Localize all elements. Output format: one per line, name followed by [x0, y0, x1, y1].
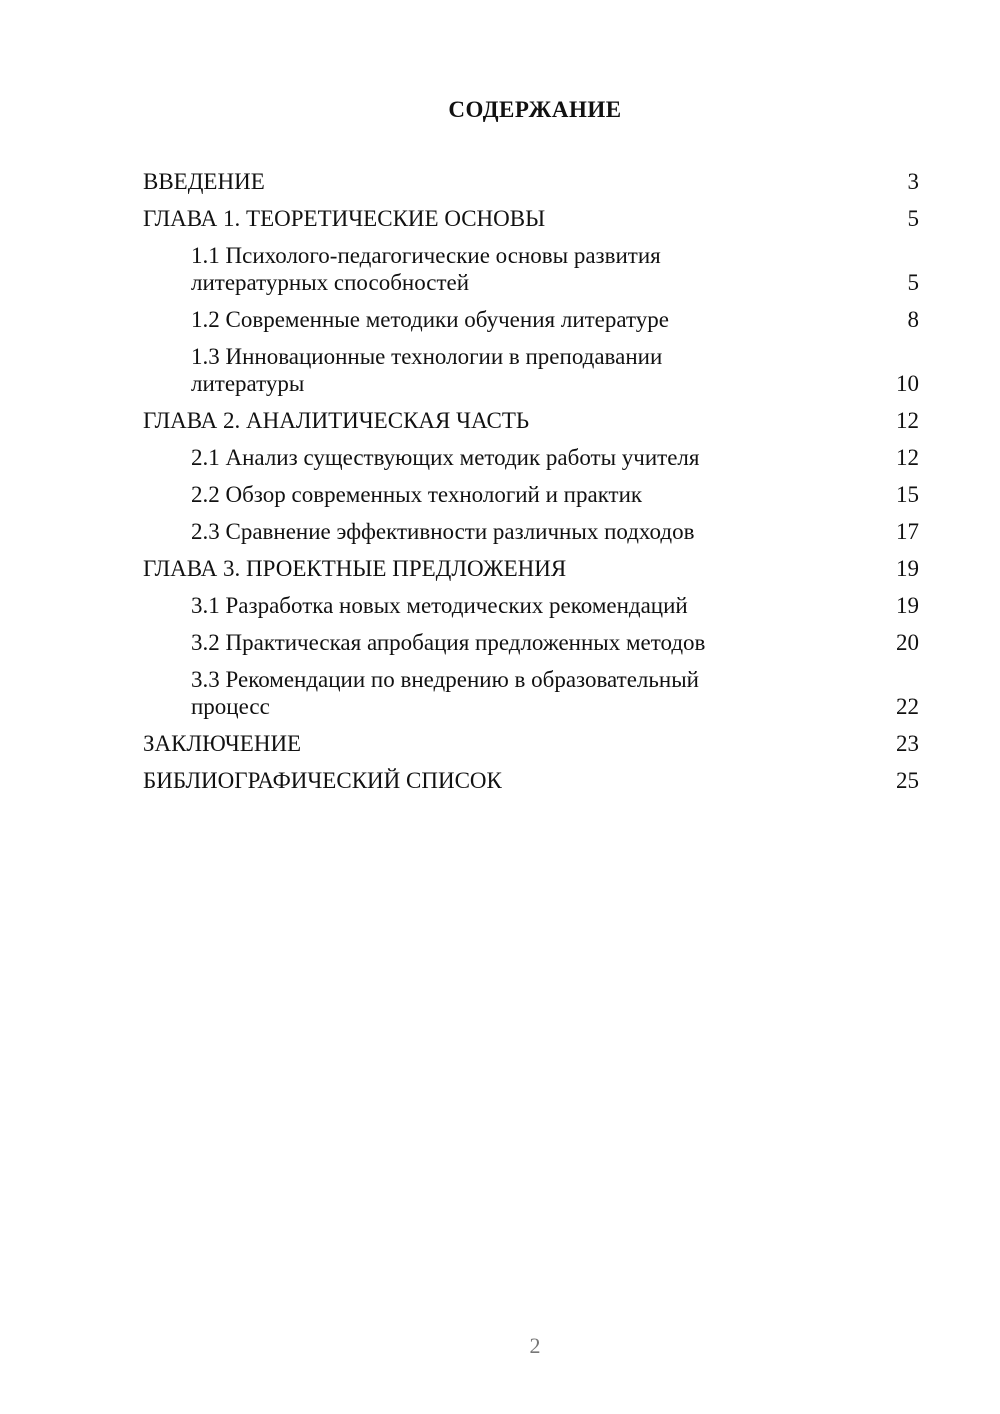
toc-entry-section-2-3[interactable] [143, 518, 919, 545]
toc-entry-page: 22 [896, 694, 919, 719]
toc-entry-title: 3.2 Практическая апробация предложенных методов [191, 630, 706, 655]
toc-entry-title: 1.3 Инновационные технологии в преподавании литературы [191, 344, 663, 396]
toc-entry-title: 1.2 Современные методики обучения литературе [191, 307, 669, 332]
toc-entry-chapter-3[interactable] [143, 555, 919, 582]
toc-entry-page: 19 [896, 556, 919, 581]
toc-entry-page: 19 [896, 593, 919, 618]
toc-entry-section-3-1[interactable] [143, 592, 919, 619]
toc-entry-title: ГЛАВА 2. АНАЛИТИЧЕСКАЯ ЧАСТЬ [143, 408, 530, 433]
toc-entry-section-1-3[interactable] [143, 343, 919, 397]
toc-entry-title: ЗАКЛЮЧЕНИЕ [143, 731, 302, 756]
toc-entry-bibliography[interactable] [143, 767, 919, 794]
toc-entry-page: 5 [907, 206, 919, 231]
toc-entry-page: 12 [896, 408, 919, 433]
toc-entry-page: 10 [896, 371, 919, 396]
toc-entry-title: 2.2 Обзор современных технологий и практик [191, 482, 643, 507]
toc-entry-page: 3 [907, 169, 919, 194]
toc-entry-page: 23 [896, 731, 919, 756]
toc-entry-page: 12 [896, 445, 919, 470]
toc-entry-section-2-1[interactable] [143, 444, 919, 471]
toc-entry-page: 20 [896, 630, 919, 655]
table-of-contents [143, 168, 919, 804]
toc-entry-section-3-3[interactable] [143, 666, 919, 720]
toc-entry-chapter-2[interactable] [143, 407, 919, 434]
toc-entry-page: 8 [907, 307, 919, 332]
page-number: 2 [529, 1333, 541, 1358]
toc-entry-title: 2.3 Сравнение эффективности различных подходов [191, 519, 695, 544]
toc-entry-section-2-2[interactable] [143, 481, 919, 508]
toc-entry-title: 3.1 Разработка новых методических рекомендаций [191, 593, 688, 618]
toc-entry-title: 3.3 Рекомендации по внедрению в образовательный процесс [191, 667, 699, 719]
toc-entry-page: 25 [896, 768, 919, 793]
toc-entry-page: 15 [896, 482, 919, 507]
toc-entry-chapter-1[interactable] [143, 205, 919, 232]
toc-entry-title: ГЛАВА 1. ТЕОРЕТИЧЕСКИЕ ОСНОВЫ [143, 206, 546, 231]
toc-entry-title: 1.1 Психолого-педагогические основы развития литературных способностей [191, 243, 661, 295]
toc-entry-section-3-2[interactable] [143, 629, 919, 656]
page-title: СОДЕРЖАНИЕ [448, 97, 622, 122]
toc-entry-conclusion[interactable] [143, 730, 919, 757]
toc-entry-introduction[interactable] [143, 168, 919, 195]
toc-entry-title: БИБЛИОГРАФИЧЕСКИЙ СПИСОК [143, 768, 502, 793]
toc-entry-title: 2.1 Анализ существующих методик работы учителя [191, 445, 700, 470]
toc-entry-title: ГЛАВА 3. ПРОЕКТНЫЕ ПРЕДЛОЖЕНИЯ [143, 556, 567, 581]
toc-entry-page: 17 [896, 519, 919, 544]
toc-entry-section-1-1[interactable] [143, 242, 919, 296]
toc-entry-section-1-2[interactable] [143, 306, 919, 333]
toc-entry-title: ВВЕДЕНИЕ [143, 169, 265, 194]
toc-entry-page: 5 [907, 270, 919, 295]
